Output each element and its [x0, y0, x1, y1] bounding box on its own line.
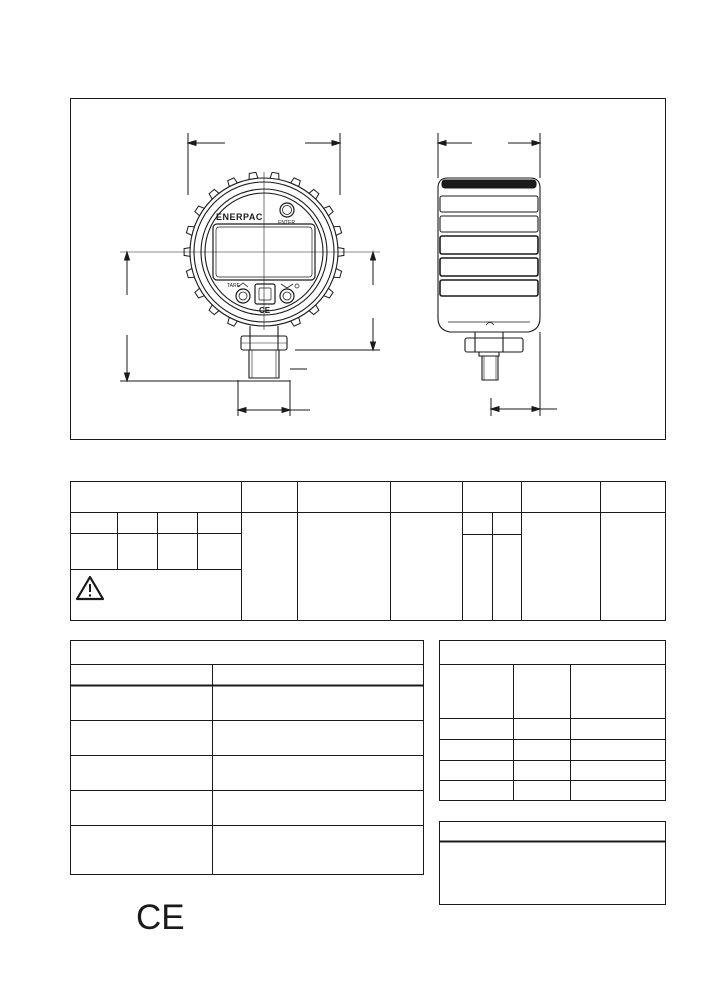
front-fitting-dimension [238, 380, 310, 416]
power-button-icon [280, 203, 294, 217]
warning-triangle-icon [77, 577, 103, 599]
center-button [255, 284, 275, 304]
spec-table [71, 482, 666, 621]
backlight-icon [280, 284, 299, 303]
gauge-ce-mark: CE [259, 306, 271, 315]
side-width-dimension [438, 133, 540, 178]
side-view-fitting [465, 332, 523, 380]
side-fitting-dimension [491, 332, 557, 416]
gauge-enter-label: ENTER [278, 220, 295, 226]
side-view-body [438, 178, 540, 332]
gauge-tare-label: TARE [227, 283, 240, 289]
right-table [440, 641, 666, 801]
ce-mark: CE [136, 898, 185, 937]
front-right-height-dimension [295, 252, 380, 350]
gauge-fitting [241, 326, 287, 378]
left-table [71, 641, 424, 875]
front-left-height-dimension [120, 252, 290, 381]
notes-table [440, 822, 666, 905]
gauge-brand: ENERPAC [216, 212, 263, 222]
